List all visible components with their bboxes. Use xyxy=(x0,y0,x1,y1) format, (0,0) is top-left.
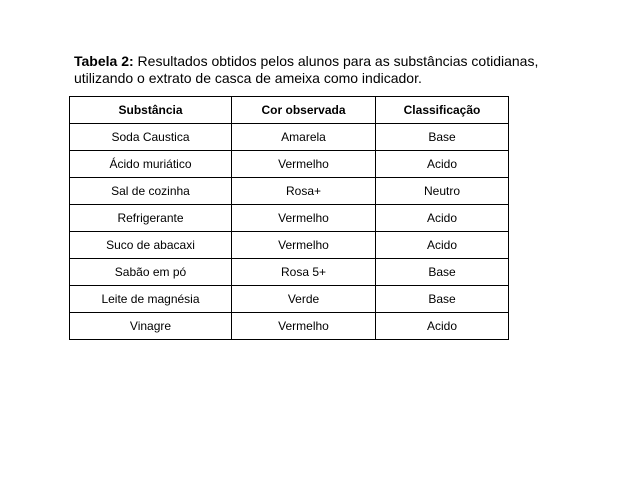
cell-classification: Base xyxy=(376,124,509,151)
table-row xyxy=(70,259,509,286)
cell-substance: Suco de abacaxi xyxy=(70,232,232,259)
cell-substance: Sal de cozinha xyxy=(70,178,232,205)
cell-classification: Acido xyxy=(376,205,509,232)
table-row xyxy=(70,232,509,259)
table-row xyxy=(70,178,509,205)
cell-classification: Base xyxy=(376,286,509,313)
cell-color: Rosa 5+ xyxy=(232,259,376,286)
cell-substance: Leite de magnésia xyxy=(70,286,232,313)
caption-label: Tabela 2: xyxy=(74,53,134,69)
cell-substance: Soda Caustica xyxy=(70,124,232,151)
cell-color: Vermelho xyxy=(232,313,376,340)
table-row xyxy=(70,151,509,178)
table-header-row xyxy=(70,97,509,124)
cell-color: Amarela xyxy=(232,124,376,151)
table-row xyxy=(70,124,509,151)
cell-classification: Acido xyxy=(376,313,509,340)
cell-color: Vermelho xyxy=(232,205,376,232)
table-caption xyxy=(74,53,574,87)
cell-classification: Base xyxy=(376,259,509,286)
caption-text: Resultados obtidos pelos alunos para as substâncias cotidianas, utilizando o extrato de casca de ameixa como indicador. xyxy=(74,53,539,86)
cell-classification: Acido xyxy=(376,151,509,178)
cell-color: Vermelho xyxy=(232,232,376,259)
cell-substance: Sabão em pó xyxy=(70,259,232,286)
cell-substance: Refrigerante xyxy=(70,205,232,232)
cell-substance: Ácido muriático xyxy=(70,151,232,178)
header-substancia: Substância xyxy=(70,97,232,124)
cell-color: Rosa+ xyxy=(232,178,376,205)
cell-color: Verde xyxy=(232,286,376,313)
header-classificacao: Classificação xyxy=(376,97,509,124)
header-cor-observada: Cor observada xyxy=(232,97,376,124)
cell-classification: Acido xyxy=(376,232,509,259)
table-row xyxy=(70,205,509,232)
results-table xyxy=(69,96,509,340)
cell-substance: Vinagre xyxy=(70,313,232,340)
cell-classification: Neutro xyxy=(376,178,509,205)
table-row xyxy=(70,286,509,313)
table-row xyxy=(70,313,509,340)
cell-color: Vermelho xyxy=(232,151,376,178)
